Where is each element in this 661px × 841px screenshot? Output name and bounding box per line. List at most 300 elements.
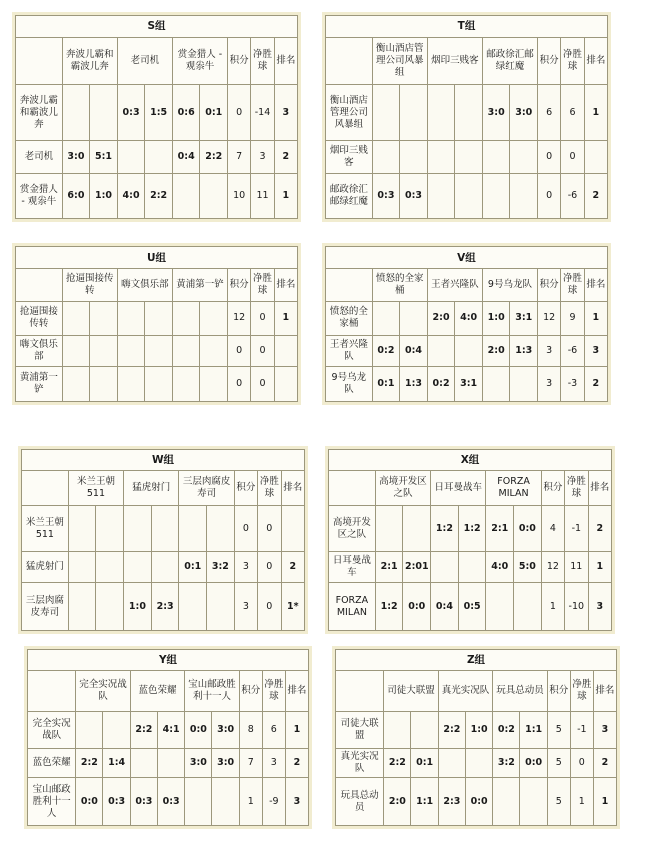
stat-header: 净胜球 <box>570 670 593 711</box>
score-leg-1 <box>179 506 207 552</box>
team-row <box>329 506 612 552</box>
row-team-name: 赏金猎人 - 观尜牛 <box>16 173 63 218</box>
row-team-name: 日耳曼战车 <box>329 551 376 582</box>
stat-header: 排名 <box>281 470 304 505</box>
group-panel-t <box>322 12 611 222</box>
goal-diff-cell: 0 <box>258 551 281 582</box>
team-row <box>326 85 608 141</box>
row-team-name: 完全实况战队 <box>28 712 76 749</box>
score-leg-1: 2:0 <box>427 302 455 335</box>
column-team-name: 宝山邮政胜利十一人 <box>185 670 240 711</box>
goal-diff-cell: -10 <box>565 583 588 631</box>
stat-header: 净胜球 <box>561 269 584 302</box>
goal-diff-cell: 0 <box>251 302 274 335</box>
score-leg-2: 0:0 <box>465 778 492 826</box>
points-cell: 0 <box>228 85 251 141</box>
score-leg-1: 1:2 <box>375 583 403 631</box>
goal-diff-cell: 3 <box>262 749 285 778</box>
score-leg-2 <box>458 551 486 582</box>
rank-cell: 1 <box>584 302 607 335</box>
column-team-name: 三层肉腐皮寿司 <box>179 470 234 505</box>
group-header-row <box>16 269 298 302</box>
score-leg-2 <box>200 366 228 401</box>
goal-diff-cell: 0 <box>258 583 281 631</box>
group-header-row <box>28 670 309 711</box>
stat-header: 净胜球 <box>251 37 274 85</box>
column-team-name: 米兰王朝511 <box>68 470 123 505</box>
score-leg-2: 0:0 <box>520 749 547 778</box>
score-leg-2 <box>145 335 173 366</box>
corner-cell <box>22 470 69 505</box>
score-leg-1: 3:2 <box>493 749 520 778</box>
score-leg-2: 3:0 <box>212 712 239 749</box>
team-row <box>326 335 608 366</box>
row-team-name: 猛虎射门 <box>22 551 69 582</box>
row-team-name: 三层肉腐皮寿司 <box>22 583 69 631</box>
corner-cell <box>16 37 63 85</box>
group-panel-w <box>18 446 308 634</box>
rank-cell: 3 <box>588 583 611 631</box>
corner-cell <box>326 37 373 85</box>
column-team-name: 王者兴隆队 <box>427 269 482 302</box>
rank-cell: 1 <box>584 85 607 141</box>
rank-cell: 2 <box>593 749 616 778</box>
score-leg-2: 1:4 <box>103 749 130 778</box>
score-leg-2: 0:1 <box>200 85 228 141</box>
column-team-name: 真光实况队 <box>438 670 493 711</box>
score-leg-2: 3:0 <box>510 85 538 141</box>
team-row <box>22 551 305 582</box>
score-leg-2 <box>200 173 228 218</box>
score-leg-1 <box>372 141 400 173</box>
group-table <box>325 246 608 402</box>
score-leg-2 <box>207 506 235 552</box>
score-leg-1 <box>172 173 200 218</box>
points-cell: 0 <box>234 506 257 552</box>
score-leg-1 <box>76 712 103 749</box>
group-title: V组 <box>326 247 608 269</box>
row-team-name: 奔波儿霸和霸波儿奔 <box>16 85 63 141</box>
score-leg-2: 1:0 <box>90 173 118 218</box>
rank-cell: 1 <box>285 712 308 749</box>
team-row <box>326 366 608 401</box>
points-cell: 0 <box>228 335 251 366</box>
group-header-row <box>326 37 608 85</box>
team-row <box>329 583 612 631</box>
score-leg-2: 0:1 <box>411 749 438 778</box>
team-row <box>22 506 305 552</box>
points-cell: 1 <box>239 778 262 826</box>
team-row <box>16 335 298 366</box>
score-leg-2 <box>465 749 492 778</box>
points-cell: 1 <box>541 583 564 631</box>
score-leg-2: 3:0 <box>212 749 239 778</box>
score-leg-1: 2:2 <box>438 712 465 749</box>
goal-diff-cell: -3 <box>561 366 584 401</box>
score-leg-1: 2:3 <box>438 778 465 826</box>
score-leg-1 <box>427 85 455 141</box>
score-leg-1: 0:4 <box>172 141 200 173</box>
rank-cell <box>274 335 297 366</box>
score-leg-1: 0:6 <box>172 85 200 141</box>
team-row <box>28 778 309 826</box>
points-cell: 12 <box>541 551 564 582</box>
score-leg-1: 2:0 <box>482 335 510 366</box>
score-leg-1: 3:0 <box>62 141 90 173</box>
goal-diff-cell: 11 <box>565 551 588 582</box>
score-leg-2: 2:2 <box>145 173 173 218</box>
stat-header: 排名 <box>588 470 611 505</box>
group-panel-x <box>325 446 615 634</box>
score-leg-2: 1:3 <box>400 366 428 401</box>
row-team-name: 米兰王朝511 <box>22 506 69 552</box>
score-leg-2 <box>151 551 179 582</box>
column-team-name: 奔波儿霸和霸波儿奔 <box>62 37 117 85</box>
points-cell: 12 <box>228 302 251 335</box>
score-leg-1 <box>172 335 200 366</box>
score-leg-1 <box>68 583 96 631</box>
rank-cell: 1 <box>588 551 611 582</box>
column-team-name: 蓝色荣耀 <box>130 670 185 711</box>
goal-diff-cell: 9 <box>561 302 584 335</box>
score-leg-1 <box>486 583 514 631</box>
group-title-row <box>336 650 617 671</box>
score-leg-1 <box>179 583 207 631</box>
points-cell: 5 <box>547 778 570 826</box>
stat-header: 积分 <box>234 470 257 505</box>
column-team-name: 猛虎射门 <box>124 470 179 505</box>
score-leg-2 <box>96 506 124 552</box>
score-leg-1 <box>427 335 455 366</box>
score-leg-1: 0:1 <box>179 551 207 582</box>
score-leg-1: 0:2 <box>427 366 455 401</box>
rank-cell <box>274 366 297 401</box>
score-leg-1 <box>172 366 200 401</box>
column-team-name: 烟印三贱客 <box>427 37 482 85</box>
team-row <box>16 141 298 173</box>
score-leg-2 <box>96 583 124 631</box>
points-cell: 4 <box>541 506 564 552</box>
group-header-row <box>329 470 612 505</box>
score-leg-1: 6:0 <box>62 173 90 218</box>
rank-cell: 1 <box>593 778 616 826</box>
score-leg-2: 4:0 <box>455 302 483 335</box>
score-leg-1: 3:0 <box>185 749 212 778</box>
score-leg-1 <box>62 366 90 401</box>
goal-diff-cell: -1 <box>570 712 593 749</box>
row-team-name: 王者兴隆队 <box>326 335 373 366</box>
score-leg-2: 1:2 <box>458 506 486 552</box>
score-leg-1 <box>124 551 152 582</box>
points-cell: 10 <box>228 173 251 218</box>
stat-header: 积分 <box>228 37 251 85</box>
score-leg-2: 5:0 <box>514 551 542 582</box>
row-team-name: 嗨文俱乐部 <box>16 335 63 366</box>
score-leg-1 <box>384 712 411 749</box>
group-title-row <box>28 650 309 671</box>
row-team-name: FORZA MILAN <box>329 583 376 631</box>
goal-diff-cell: 6 <box>262 712 285 749</box>
group-table <box>27 649 309 826</box>
score-leg-2: 1:0 <box>465 712 492 749</box>
row-team-name: 真光实况队 <box>336 749 384 778</box>
score-leg-2 <box>411 712 438 749</box>
score-leg-2 <box>207 583 235 631</box>
score-leg-2: 3:1 <box>510 302 538 335</box>
points-cell: 7 <box>228 141 251 173</box>
score-leg-2: 5:1 <box>90 141 118 173</box>
stat-header: 积分 <box>538 37 561 85</box>
rank-cell: 3 <box>285 778 308 826</box>
score-leg-1 <box>431 551 459 582</box>
team-row <box>22 583 305 631</box>
column-team-name: 赏金猎人 - 观尜牛 <box>172 37 227 85</box>
score-leg-1: 4:0 <box>486 551 514 582</box>
row-team-name: 老司机 <box>16 141 63 173</box>
team-row <box>336 778 617 826</box>
points-cell: 3 <box>234 583 257 631</box>
score-leg-2: 3:2 <box>207 551 235 582</box>
team-row <box>336 749 617 778</box>
group-title: Z组 <box>336 650 617 671</box>
group-title: W组 <box>22 450 305 471</box>
column-team-name: 邮政徐汇邮绿红魔 <box>482 37 537 85</box>
points-cell: 6 <box>538 85 561 141</box>
goal-diff-cell: 6 <box>561 85 584 141</box>
team-row <box>28 749 309 778</box>
team-row <box>16 85 298 141</box>
score-leg-2 <box>96 551 124 582</box>
score-leg-1 <box>482 173 510 218</box>
rank-cell: 1* <box>281 583 304 631</box>
points-cell: 3 <box>538 366 561 401</box>
score-leg-2: 1:1 <box>520 712 547 749</box>
score-leg-1: 2:1 <box>486 506 514 552</box>
score-leg-1: 0:1 <box>372 366 400 401</box>
score-leg-2 <box>514 583 542 631</box>
team-row <box>326 173 608 218</box>
stat-header: 净胜球 <box>561 37 584 85</box>
column-team-name: 愤怒的全家桶 <box>372 269 427 302</box>
score-leg-2: 0:3 <box>103 778 130 826</box>
goal-diff-cell: 0 <box>258 506 281 552</box>
goal-diff-cell: 11 <box>251 173 274 218</box>
points-cell: 8 <box>239 712 262 749</box>
stat-header: 积分 <box>541 470 564 505</box>
rank-cell: 2 <box>584 366 607 401</box>
score-leg-1: 0:0 <box>76 778 103 826</box>
score-leg-1 <box>438 749 465 778</box>
rank-cell <box>584 141 607 173</box>
score-leg-2: 0:3 <box>400 173 428 218</box>
stat-header: 排名 <box>584 269 607 302</box>
score-leg-2 <box>400 141 428 173</box>
score-leg-1 <box>124 506 152 552</box>
row-team-name: 愤怒的全家桶 <box>326 302 373 335</box>
stat-header: 积分 <box>538 269 561 302</box>
stat-header: 排名 <box>274 37 297 85</box>
score-leg-2 <box>90 366 118 401</box>
rank-cell: 2 <box>588 506 611 552</box>
score-leg-2 <box>400 85 428 141</box>
corner-cell <box>336 670 384 711</box>
score-leg-1: 1:2 <box>431 506 459 552</box>
team-row <box>326 302 608 335</box>
rank-cell: 2 <box>281 551 304 582</box>
score-leg-1: 4:0 <box>117 173 145 218</box>
group-header-row <box>16 37 298 85</box>
goal-diff-cell: 1 <box>570 778 593 826</box>
row-team-name: 邮政徐汇 邮绿红魔 <box>326 173 373 218</box>
score-leg-1 <box>185 778 212 826</box>
score-leg-1: 3:0 <box>482 85 510 141</box>
team-row <box>336 712 617 749</box>
score-leg-1: 1:0 <box>124 583 152 631</box>
score-leg-1 <box>68 506 96 552</box>
goal-diff-cell: 0 <box>251 366 274 401</box>
group-title: U组 <box>16 247 298 269</box>
group-table <box>15 246 298 402</box>
row-team-name: 玩具总动员 <box>336 778 384 826</box>
group-panel-s <box>12 12 301 222</box>
score-leg-2: 2:2 <box>200 141 228 173</box>
points-cell: 0 <box>228 366 251 401</box>
row-team-name: 9号乌龙队 <box>326 366 373 401</box>
points-cell: 0 <box>538 173 561 218</box>
score-leg-2 <box>145 302 173 335</box>
goal-diff-cell: -9 <box>262 778 285 826</box>
score-leg-1: 0:2 <box>493 712 520 749</box>
column-team-name: 9号乌龙队 <box>482 269 537 302</box>
row-team-name: 司徒大联盟 <box>336 712 384 749</box>
score-leg-2: 2:01 <box>403 551 431 582</box>
points-cell: 5 <box>547 712 570 749</box>
rank-cell: 1 <box>274 302 297 335</box>
stat-header: 净胜球 <box>565 470 588 505</box>
team-row <box>16 366 298 401</box>
score-leg-1 <box>482 141 510 173</box>
goal-diff-cell: -6 <box>561 173 584 218</box>
stat-header: 排名 <box>285 670 308 711</box>
group-title: Y组 <box>28 650 309 671</box>
score-leg-1 <box>117 141 145 173</box>
points-cell: 3 <box>538 335 561 366</box>
row-team-name: 烟印三贱客 <box>326 141 373 173</box>
goal-diff-cell: 0 <box>570 749 593 778</box>
column-team-name: 日耳曼战车 <box>431 470 486 505</box>
column-team-name: 司徒大联盟 <box>384 670 439 711</box>
group-title-row <box>326 16 608 38</box>
group-panel-v <box>322 243 611 405</box>
score-leg-1: 2:2 <box>384 749 411 778</box>
score-leg-1 <box>117 335 145 366</box>
score-leg-2 <box>145 366 173 401</box>
group-title-row <box>326 247 608 269</box>
score-leg-2: 1:3 <box>510 335 538 366</box>
score-leg-1 <box>68 551 96 582</box>
score-leg-1: 0:2 <box>372 335 400 366</box>
row-team-name: 蓝色荣耀 <box>28 749 76 778</box>
score-leg-2: 2:3 <box>151 583 179 631</box>
score-leg-2: 0:3 <box>157 778 184 826</box>
score-leg-2: 4:1 <box>157 712 184 749</box>
rank-cell: 3 <box>274 85 297 141</box>
corner-cell <box>329 470 376 505</box>
group-header-row <box>22 470 305 505</box>
stat-header: 净胜球 <box>258 470 281 505</box>
stat-header: 排名 <box>593 670 616 711</box>
rank-cell: 1 <box>274 173 297 218</box>
team-row <box>16 302 298 335</box>
stat-header: 积分 <box>547 670 570 711</box>
score-leg-2 <box>455 141 483 173</box>
stat-header: 积分 <box>239 670 262 711</box>
rank-cell <box>281 506 304 552</box>
score-leg-1 <box>372 302 400 335</box>
points-cell: 3 <box>234 551 257 582</box>
goal-diff-cell: -1 <box>565 506 588 552</box>
score-leg-2 <box>200 335 228 366</box>
score-leg-2 <box>90 85 118 141</box>
score-leg-1 <box>117 366 145 401</box>
score-leg-1 <box>172 302 200 335</box>
group-table <box>21 449 305 631</box>
row-team-name: 衡山酒店管理公司风暴组 <box>326 85 373 141</box>
corner-cell <box>28 670 76 711</box>
score-leg-1: 2:2 <box>130 712 157 749</box>
group-title: S组 <box>16 16 298 38</box>
score-leg-1 <box>62 335 90 366</box>
column-team-name: 完全实况战队 <box>76 670 131 711</box>
column-team-name: 嗨文俱乐部 <box>117 269 172 302</box>
score-leg-2 <box>403 506 431 552</box>
group-header-row <box>336 670 617 711</box>
group-title: T组 <box>326 16 608 38</box>
score-leg-1: 0:3 <box>130 778 157 826</box>
score-leg-1 <box>130 749 157 778</box>
group-title: X组 <box>329 450 612 471</box>
column-team-name: FORZA MILAN <box>486 470 541 505</box>
rank-cell: 2 <box>274 141 297 173</box>
points-cell: 5 <box>547 749 570 778</box>
score-leg-2 <box>200 302 228 335</box>
group-title-row <box>16 16 298 38</box>
score-leg-1: 0:3 <box>372 173 400 218</box>
rank-cell: 3 <box>584 335 607 366</box>
score-leg-1 <box>375 506 403 552</box>
group-panel-y <box>24 646 312 829</box>
score-leg-2 <box>520 778 547 826</box>
rank-cell: 2 <box>584 173 607 218</box>
column-team-name: 老司机 <box>117 37 172 85</box>
score-leg-2 <box>157 749 184 778</box>
score-leg-2 <box>145 141 173 173</box>
stat-header: 净胜球 <box>251 269 274 302</box>
score-leg-2 <box>455 85 483 141</box>
score-leg-1: 2:2 <box>76 749 103 778</box>
team-row <box>326 141 608 173</box>
score-leg-2 <box>510 366 538 401</box>
score-leg-1: 0:3 <box>117 85 145 141</box>
score-leg-1: 1:0 <box>482 302 510 335</box>
column-team-name: 黄浦第一铲 <box>172 269 227 302</box>
stat-header: 排名 <box>584 37 607 85</box>
group-title-row <box>22 450 305 471</box>
stat-header: 净胜球 <box>262 670 285 711</box>
score-leg-2 <box>510 141 538 173</box>
score-leg-2 <box>212 778 239 826</box>
points-cell: 0 <box>538 141 561 173</box>
